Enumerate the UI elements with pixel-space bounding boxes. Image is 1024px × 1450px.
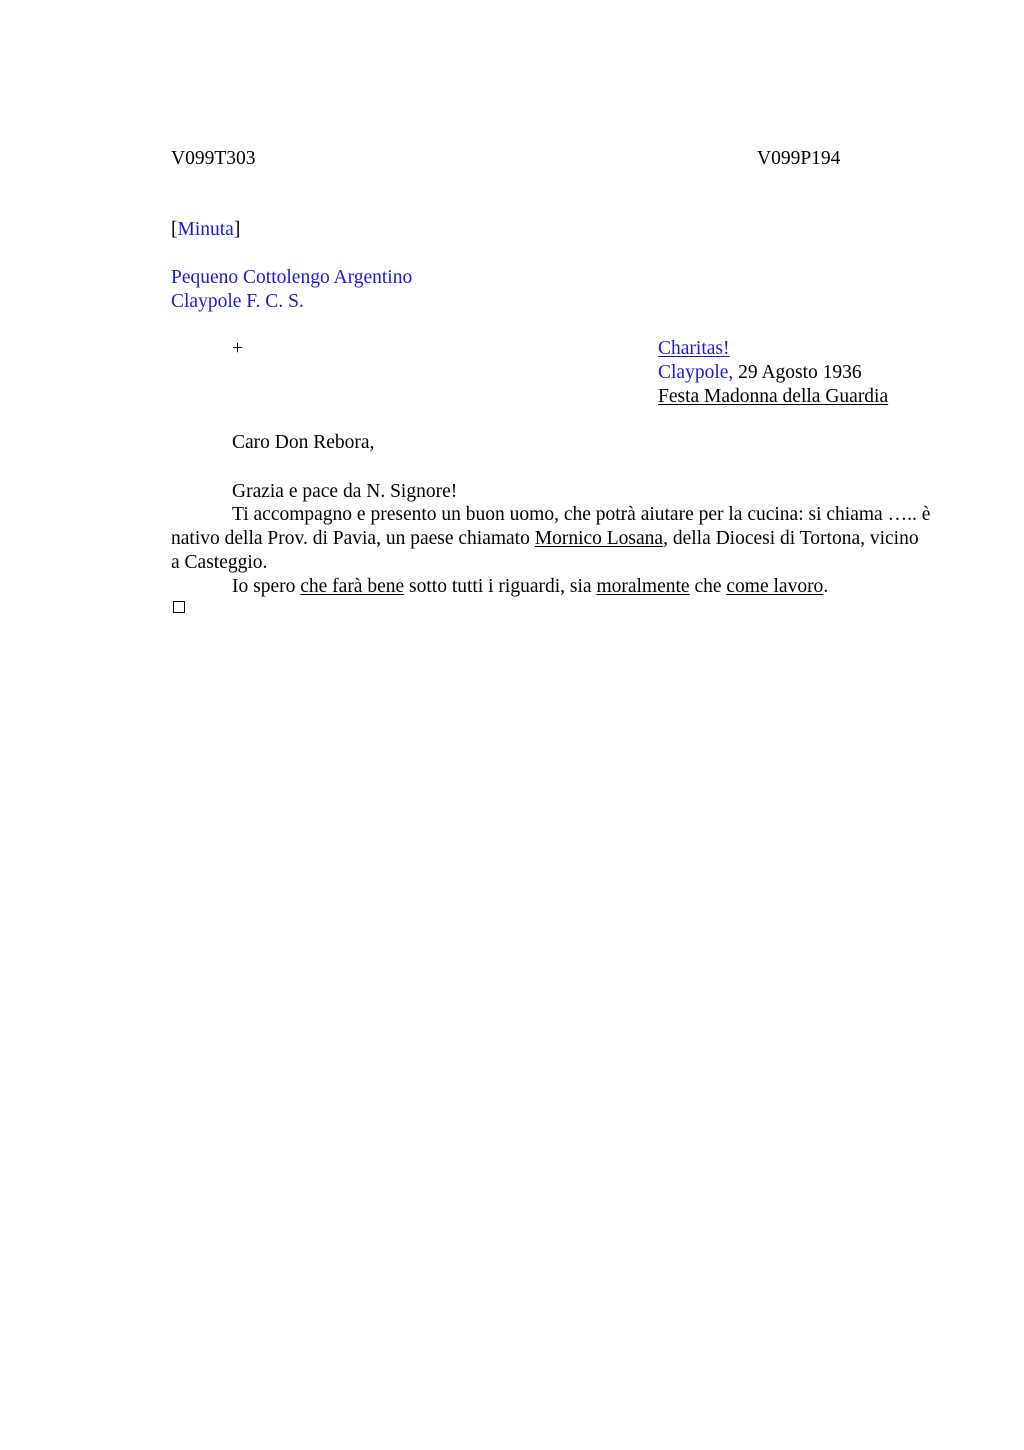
minuta-text: Minuta [177,219,234,240]
document-code-left: V099T303 [171,148,256,169]
minuta-close-bracket: ] [233,219,241,240]
underlined-phrase-2: moralmente [596,576,690,597]
dateline-feast: Festa Madonna della Guardia [658,386,889,407]
minuta-label [171,218,240,242]
paragraph-1-text-a: Ti accompagno e presento un buon uomo, che potrà aiutare per la cucina: si chiama ….. è nativo della Prov. di Pavia, un paese chiamato [171,504,931,549]
paragraph-2-text-b: sotto tutti i riguardi, sia [404,576,597,597]
greeting: Grazia e pace da N. Signore! [232,481,458,502]
end-of-text-box-icon [173,601,185,613]
minuta-open-bracket: [ [171,219,178,240]
underlined-phrase-3: come lavoro [726,576,824,597]
paragraph-2-text-a: Io spero [232,576,301,597]
underlined-phrase-1: che farà bene [300,576,405,597]
dateline-place: Claypole, [658,362,734,383]
salutation: Caro Don Rebora, [232,432,375,453]
letter-body [171,503,931,599]
dateline-place-date [658,361,862,385]
sender-line-2: Claypole F. C. S. [171,291,304,312]
dateline-charitas: Charitas! [658,338,730,359]
sender-line-1: Pequeno Cottolengo Argentino [171,267,413,288]
paragraph-2-text-c: che [689,576,727,597]
place-name-underlined: Mornico Losana [534,528,664,549]
paragraph-2-text-d: . [823,576,829,597]
cross-symbol: + [232,338,243,359]
paragraph-1 [171,503,931,575]
paragraph-2 [171,575,931,599]
document-code-right: V099P194 [757,148,841,169]
paragraph-1-text-b: , della Diocesi di Tortona, vicino a Casteggio. [171,528,919,573]
dateline-date: 29 Agosto 1936 [733,362,862,383]
